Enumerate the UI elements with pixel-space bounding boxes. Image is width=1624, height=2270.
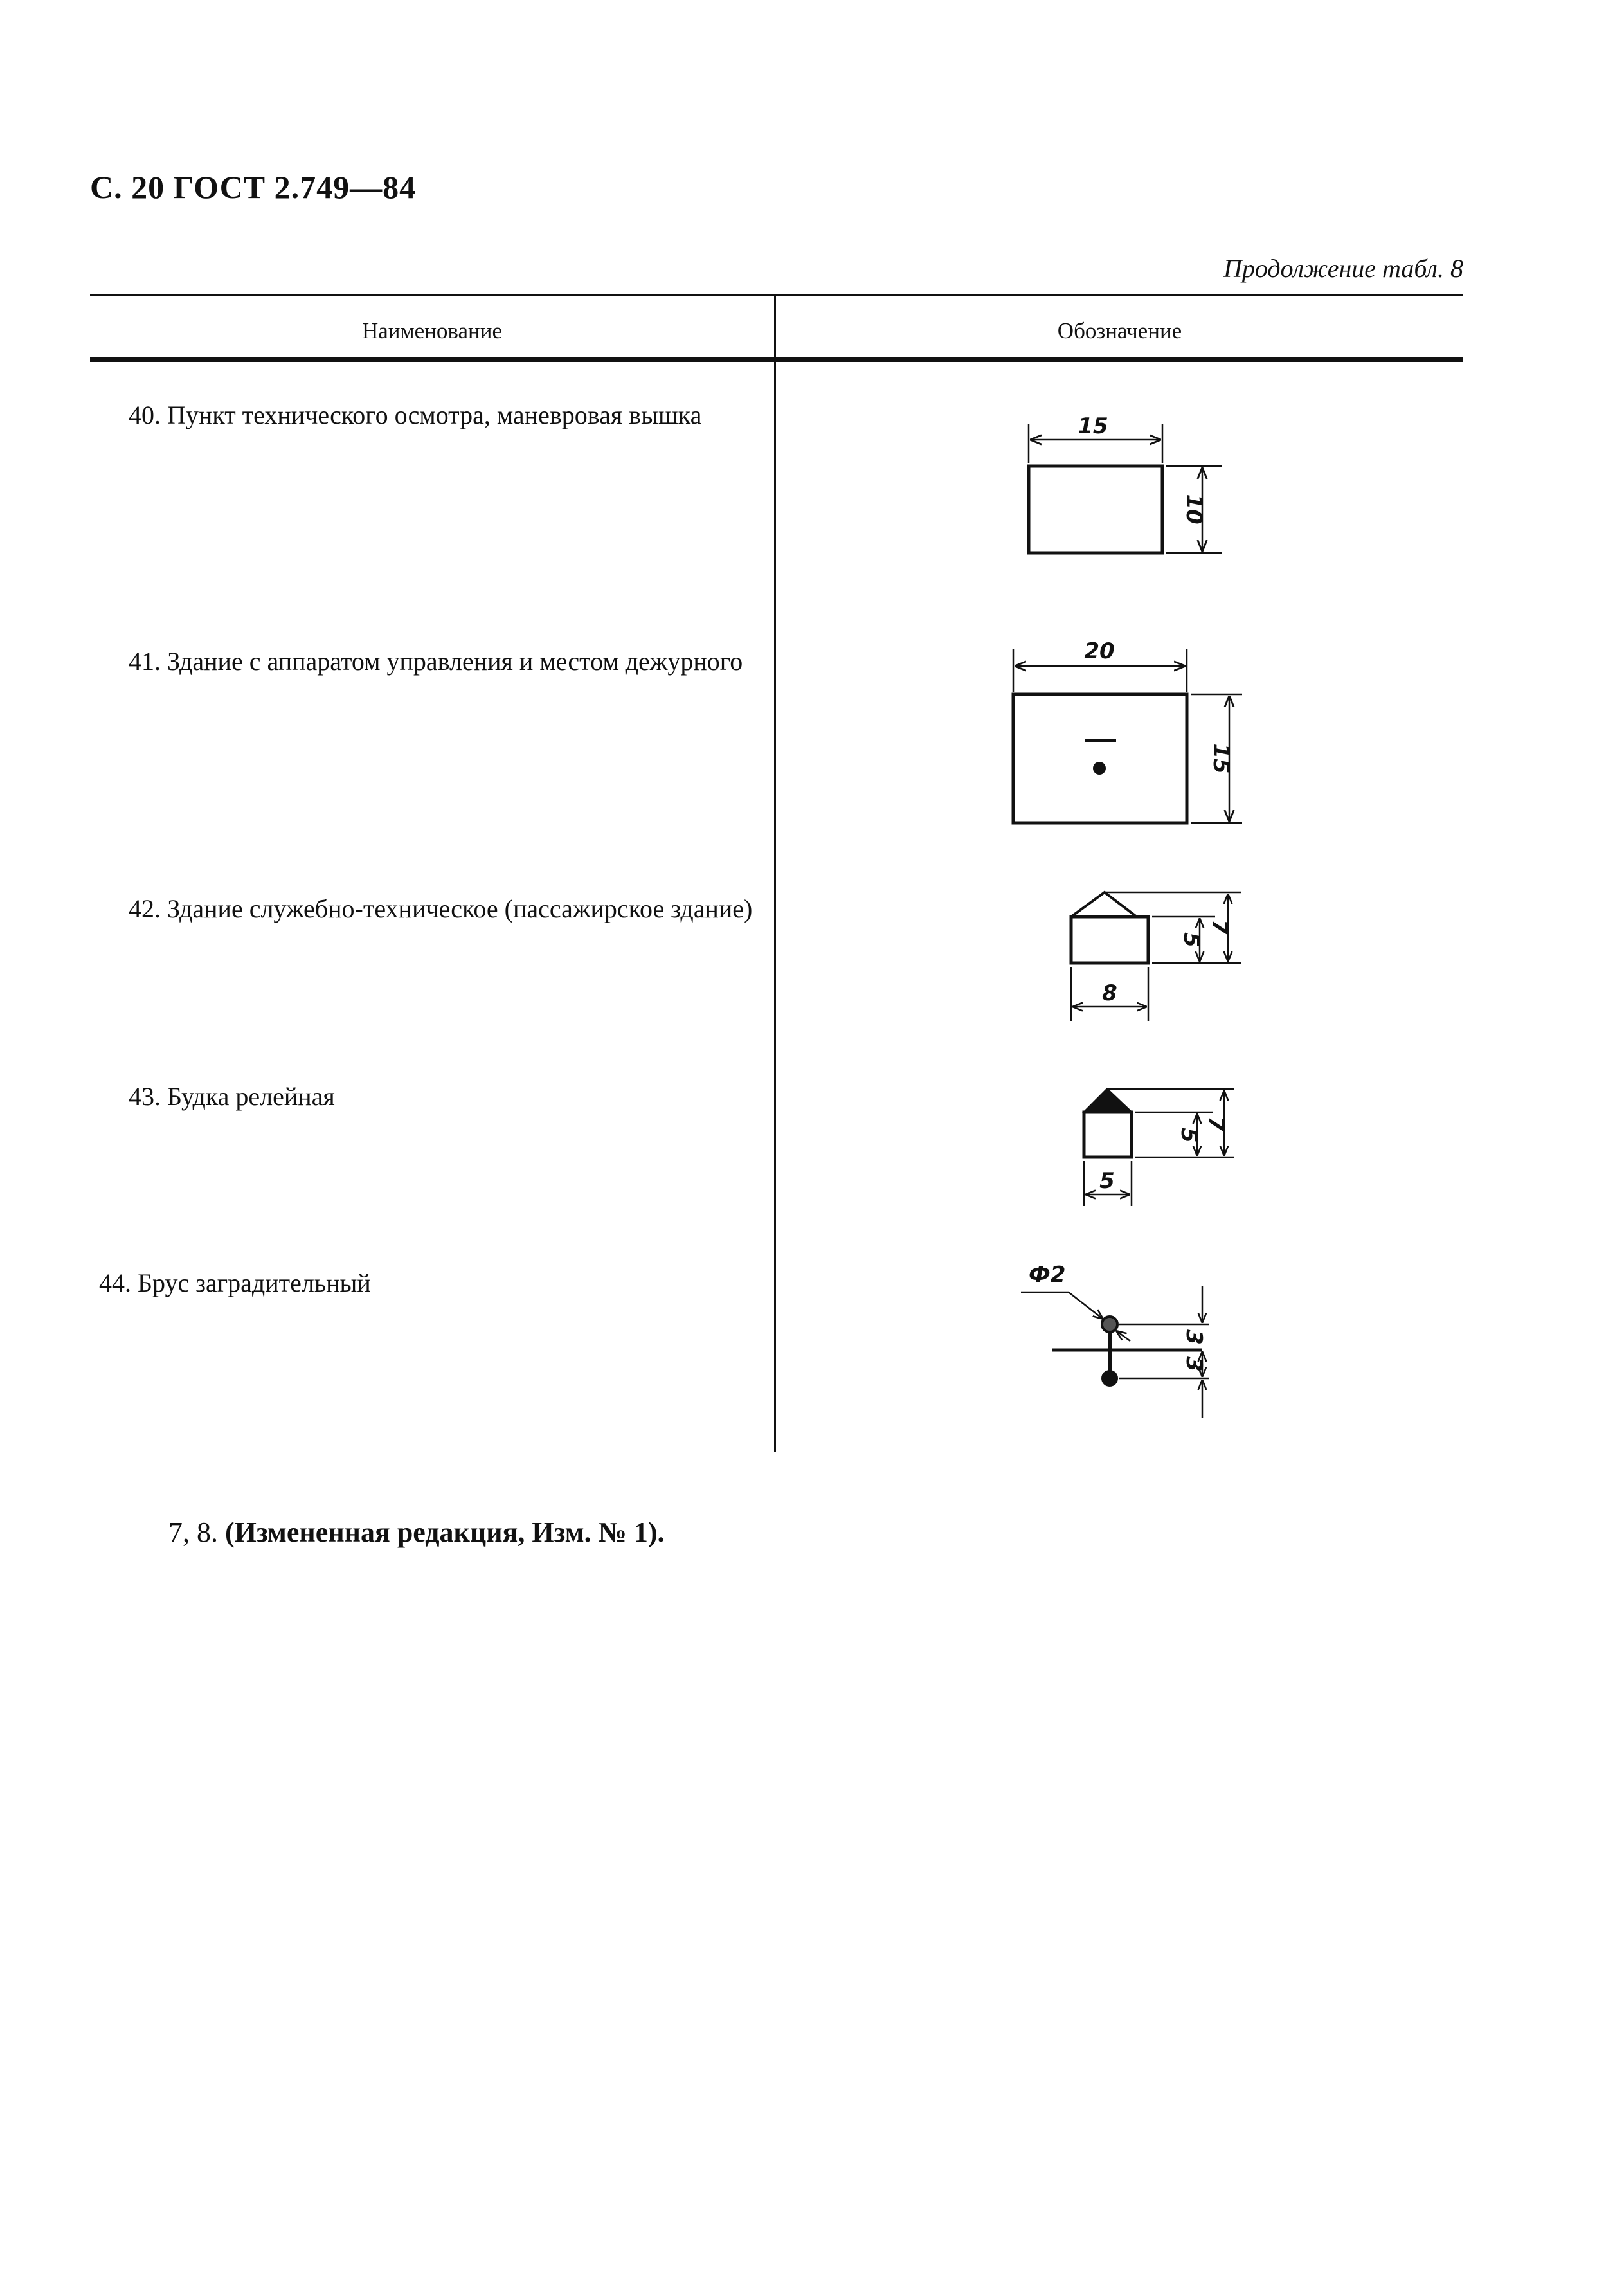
column-header-name: Наименование xyxy=(361,318,503,343)
column-divider xyxy=(774,294,776,1452)
dim-outer: 7 xyxy=(1207,919,1232,935)
dim-upper: 3 xyxy=(1181,1329,1207,1345)
footnote xyxy=(168,1516,664,1549)
column-header-symbol: Обозначение xyxy=(1057,318,1182,343)
row-42-text: 42. Здание служебно-техническое (пассажирское здание) xyxy=(129,894,753,923)
dim-width: 15 xyxy=(1078,413,1108,439)
dim-width: 20 xyxy=(1084,638,1115,664)
row-43-text: 43. Будка релейная xyxy=(129,1082,335,1111)
table-header-rule xyxy=(90,357,1463,362)
symbol-row-42 xyxy=(1042,881,1260,1029)
dim-inner: 5 xyxy=(1176,1128,1202,1143)
symbol-control-building xyxy=(990,636,1260,836)
footnote-amendment: (Измененная редакция, Изм. № 1). xyxy=(225,1517,665,1548)
dim-diameter: Ф2 xyxy=(1029,1262,1066,1288)
row-40-text: 40. Пункт технического осмотра, маневровая вышка xyxy=(129,401,702,429)
dim-height: 10 xyxy=(1181,494,1207,525)
table-caption: Продолжение табл. 8 xyxy=(1223,254,1463,283)
dim-inner: 5 xyxy=(1178,932,1204,948)
dim-width: 8 xyxy=(1102,980,1117,1006)
footnote-prefix: 7, 8. xyxy=(168,1517,225,1548)
dim-lower: 3 xyxy=(1181,1356,1207,1372)
row-44-text: 44. Брус заградительный xyxy=(99,1268,371,1297)
dim-outer: 7 xyxy=(1203,1116,1229,1131)
dim-width: 5 xyxy=(1099,1168,1115,1194)
page-header: С. 20 ГОСТ 2.749—84 xyxy=(90,169,417,205)
symbol-relay-booth xyxy=(1067,1080,1247,1215)
symbol-barrier-beam xyxy=(1009,1260,1241,1434)
table-top-rule xyxy=(90,294,1463,296)
symbol-inspection-point xyxy=(1003,411,1247,566)
row-41-text: 41. Здание с аппаратом управления и местом дежурного xyxy=(129,647,743,676)
dim-height: 15 xyxy=(1208,743,1234,774)
